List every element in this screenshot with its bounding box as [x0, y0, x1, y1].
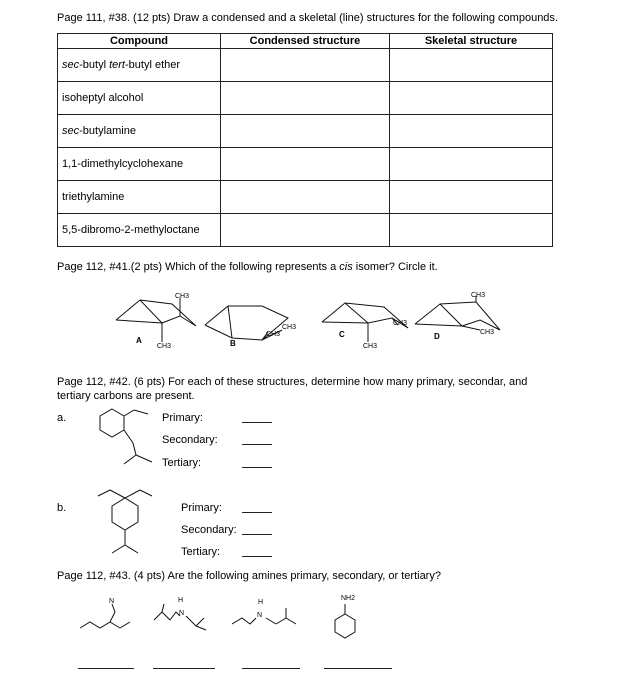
name-text: 5,5-dibromo-2-methyloctane: [62, 224, 200, 236]
q43-heading: Page 112, #43. (4 pts) Are the following amines primary, secondary, or tertiary?: [57, 570, 441, 582]
header-compound: Compound: [58, 34, 221, 49]
ch3-label: CH3: [266, 331, 281, 338]
name-text: -butyl ether: [125, 59, 181, 71]
isomer-label-c[interactable]: C: [339, 330, 345, 339]
name-italic: tert: [109, 59, 125, 71]
amine-n-label: N: [257, 612, 263, 619]
amine-answer-blank[interactable]: [324, 668, 392, 669]
part-a-label: a.: [57, 412, 67, 424]
header-skeletal: Skeletal structure: [390, 34, 553, 49]
q41-heading-italic: cis: [339, 261, 353, 273]
amine-n-label: N: [109, 598, 115, 605]
q41-heading-text: isomer? Circle it.: [352, 261, 438, 273]
amine-n-label: N: [179, 610, 185, 617]
name-italic: sec: [62, 59, 80, 71]
name-text: isoheptyl alcohol: [62, 92, 144, 104]
name-text: triethylamine: [62, 191, 125, 203]
name-italic: sec: [62, 125, 80, 137]
q41-heading-text: Page 112, #41.(2 pts) Which of the following represents a: [57, 261, 340, 273]
isomer-label-a[interactable]: A: [136, 336, 142, 345]
amine-h-label: H: [258, 599, 264, 606]
amine-nh2-label: NH2: [341, 595, 356, 602]
header-condensed: Condensed structure: [221, 34, 390, 49]
tertiary-label: Tertiary:: [162, 457, 202, 469]
isomer-label-b[interactable]: B: [230, 339, 236, 348]
q38-heading: Page 111, #38. (12 pts) Draw a condensed and a skeletal (line) structures for the following compounds.: [57, 12, 558, 24]
ch3-label: CH3: [282, 324, 297, 331]
isomer-label-d[interactable]: D: [434, 332, 440, 341]
ch3-label: CH3: [157, 343, 172, 350]
ch3-label: CH3: [471, 292, 486, 299]
amine-answer-blank[interactable]: [153, 668, 215, 669]
ch3-label: CH3: [363, 343, 378, 350]
name-text: -butylamine: [79, 125, 136, 137]
ch3-label: CH3: [480, 329, 495, 336]
amine-answer-blank[interactable]: [78, 668, 134, 669]
amine-h-label: H: [178, 597, 184, 604]
primary-label: Primary:: [181, 502, 222, 514]
secondary-label: Secondary:: [162, 434, 218, 446]
tertiary-label: Tertiary:: [181, 546, 221, 558]
amine-answer-blank[interactable]: [242, 668, 300, 669]
ch3-label: CH3: [175, 293, 190, 300]
secondary-label: Secondary:: [181, 524, 237, 536]
part-b-label: b.: [57, 502, 67, 514]
name-text: 1,1-dimethylcyclohexane: [62, 158, 184, 170]
name-text: -butyl: [79, 59, 110, 71]
primary-label: Primary:: [162, 412, 203, 424]
ch3-label: CH3: [393, 320, 408, 327]
q42-heading: Page 112, #42. (6 pts) For each of these structures, determine how many primary, secondar, and tertiary carbons are present.: [57, 376, 528, 402]
